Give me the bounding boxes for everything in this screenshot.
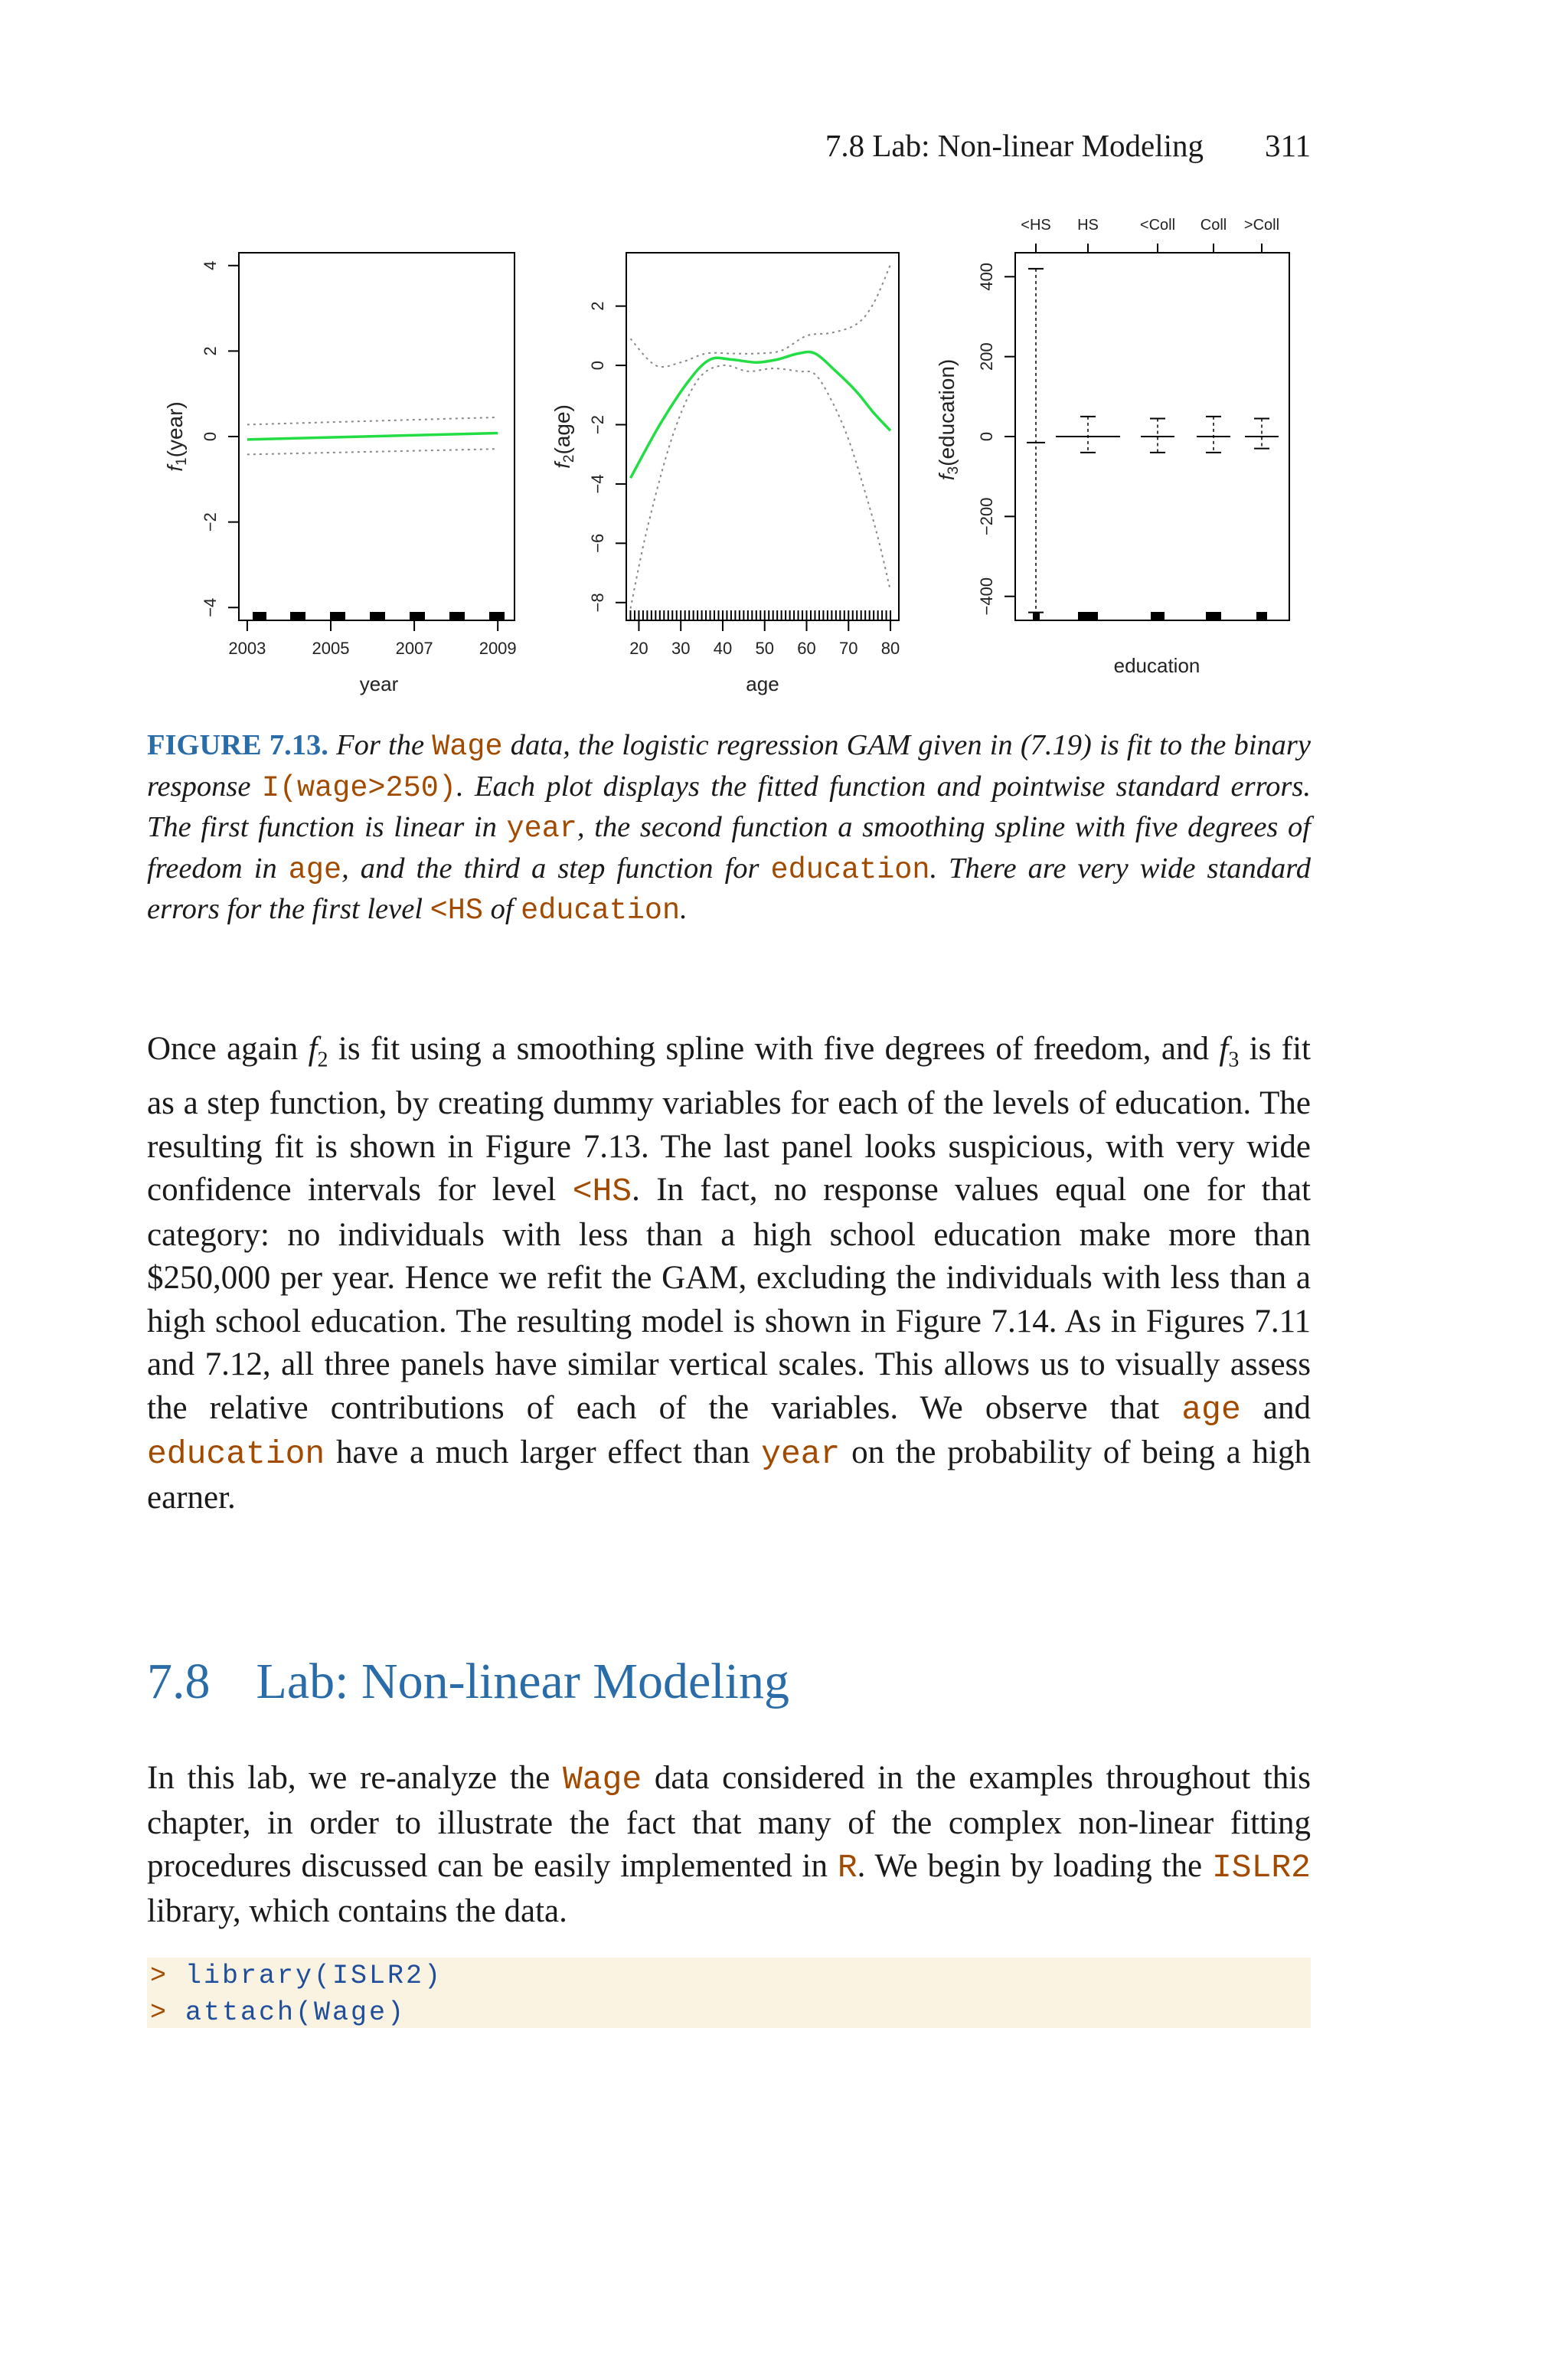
inline-code: ISLR2 <box>1211 1849 1311 1886</box>
inline-code: age <box>1181 1390 1241 1428</box>
math-subscript: 3 <box>1228 1048 1240 1072</box>
age-rug <box>630 610 890 620</box>
caption-text: , and the third a step function for <box>341 852 771 885</box>
caption-code: I(wage>250) <box>261 770 456 805</box>
year-xtick-label: 2003 <box>228 639 266 658</box>
age-xtick-label: 50 <box>755 639 774 658</box>
education-ytick-label: −200 <box>977 497 996 536</box>
figure-caption <box>147 726 1311 931</box>
age-ytick-label: −8 <box>588 593 607 613</box>
year-lower-se-line <box>247 449 498 454</box>
running-title: 7.8 Lab: Non-linear Modeling <box>825 128 1204 163</box>
para-text: and <box>1240 1389 1311 1426</box>
age-ytick-label: −2 <box>588 414 607 435</box>
age-ylabel: f2(age) <box>550 404 577 469</box>
year-xlabel: year <box>359 672 399 695</box>
caption-code: Wage <box>432 730 503 764</box>
section-number: 7.8 <box>147 1653 211 1709</box>
age-xtick-label: 60 <box>797 639 816 658</box>
age-xtick-label: 80 <box>880 639 900 658</box>
caption-code: education <box>521 894 681 927</box>
education-ytick-label: 200 <box>977 342 996 371</box>
year-ytick-label: −4 <box>201 597 220 617</box>
year-ytick-label: 4 <box>201 260 220 270</box>
code-text: attach(Wage) <box>185 1997 407 2028</box>
panel-education <box>935 217 1289 677</box>
math-subscript: 2 <box>317 1048 328 1072</box>
age-ytick-label: 0 <box>588 360 607 371</box>
inline-code: Wage <box>562 1761 642 1798</box>
age-xtick-label: 30 <box>671 639 691 658</box>
para-text: on the probability of being a high earner. <box>147 1434 1311 1516</box>
education-category-label: <Coll <box>1139 217 1176 234</box>
caption-text: . Each plot displays the fitted function and pointwise standard errors. The first function is linear in <box>147 770 1311 843</box>
para-text: . In fact, no response values equal one for that category: no individuals with less than a high school education make more than $250,000 per year. Hence we refit the GAM, excluding the individuals with less than a high school education. The resulting model is shown in Figure 7.14. As in Figures 7.11 and 7.12, all three panels have similar vertical scales. This allows us to visually assess the relative contributions of each of the variables. We observe that <box>147 1172 1311 1426</box>
education-ytick-label: 400 <box>977 262 996 291</box>
age-xtick-label: 40 <box>713 639 733 658</box>
education-ytick-label: 0 <box>977 431 996 442</box>
figure-label: FIGURE 7.13. <box>147 729 328 761</box>
para-text: have a much larger effect than <box>325 1434 762 1471</box>
para-text: is fit as a step function, by creating dummy variables for each of the levels of education. The resulting fit is shown in Figure 7.13. The last panel looks suspicious, with very wide confidence intervals for level <box>147 1031 1311 1209</box>
age-upper-se-line <box>631 265 891 368</box>
age-xtick-label: 70 <box>839 639 858 658</box>
caption-text: . There are very wide standard errors for the first level <box>147 852 1311 925</box>
caption-code: year <box>506 812 577 846</box>
math-symbol: f <box>1219 1031 1229 1067</box>
section-heading <box>147 1653 789 1711</box>
panel-year <box>163 253 517 695</box>
para-text: Once again <box>147 1031 309 1067</box>
age-fit-line <box>631 352 891 479</box>
code-text: library(ISLR2) <box>185 1961 443 1991</box>
age-ytick-label: −6 <box>588 533 607 553</box>
panel-age-frame <box>626 253 899 620</box>
year-fit-line <box>247 433 498 440</box>
para-text: data considered in the examples throughout this chapter, in order to illustrate the fact that many of the complex non-linear fitting procedures discussed can be easily implemented in <box>147 1760 1311 1884</box>
inline-code: year <box>761 1435 841 1474</box>
caption-text: For the <box>328 729 433 761</box>
caption-text: data, the logistic regression GAM given in (7.19) is fit to the binary response <box>147 729 1311 803</box>
caption-text: , the second function a smoothing spline with five degrees of freedom in <box>147 811 1311 885</box>
education-rug <box>1033 612 1267 620</box>
year-ytick-label: 0 <box>201 431 220 442</box>
year-ylabel: f1(year) <box>163 401 190 472</box>
year-ytick-label: 2 <box>201 346 220 356</box>
age-lower-se-line <box>631 365 891 609</box>
code-prompt: > <box>150 1961 169 1991</box>
body-paragraph-2 <box>147 1757 1311 1933</box>
body-paragraph-1 <box>147 1028 1311 1519</box>
education-category-label: HS <box>1077 217 1099 234</box>
math-symbol: f <box>308 1031 318 1067</box>
education-ytick-label: −400 <box>977 577 996 616</box>
age-xlabel: age <box>746 672 779 695</box>
age-ytick-label: 2 <box>588 301 607 311</box>
code-line-2 <box>147 1994 1311 2031</box>
inline-code: education <box>147 1435 325 1474</box>
year-xtick-label: 2007 <box>395 639 433 658</box>
education-category-label: <HS <box>1021 217 1051 234</box>
year-ytick-label: −2 <box>201 512 220 532</box>
figure-7-13 <box>0 0 1568 720</box>
code-block <box>147 1958 1311 2028</box>
year-xtick-label: 2009 <box>479 639 517 658</box>
caption-text: . <box>680 893 688 925</box>
education-category-label: Coll <box>1200 217 1227 234</box>
section-title: Lab: Non-linear Modeling <box>256 1653 789 1709</box>
year-upper-se-line <box>247 417 498 425</box>
caption-text: of <box>482 893 521 925</box>
age-xtick-label: 20 <box>629 639 648 658</box>
education-category-label: >Coll <box>1243 217 1280 234</box>
education-ylabel: f3(education) <box>935 358 962 481</box>
age-ytick-label: −4 <box>588 474 607 494</box>
code-prompt: > <box>150 1997 169 2028</box>
code-line-1 <box>147 1958 1311 1994</box>
page-number: 311 <box>1265 128 1311 163</box>
para-text: is fit using a smoothing spline with five degrees of freedom, and <box>328 1031 1220 1067</box>
year-xtick-label: 2005 <box>312 639 350 658</box>
panel-age <box>550 253 900 695</box>
caption-code: age <box>288 852 342 887</box>
education-xlabel: education <box>1113 654 1200 677</box>
inline-code: <HS <box>572 1173 632 1211</box>
inline-code: R <box>837 1849 858 1886</box>
para-text: . We begin by loading the <box>857 1848 1212 1884</box>
year-rug <box>253 612 505 620</box>
caption-code: <HS <box>430 894 483 927</box>
caption-code: education <box>770 852 930 887</box>
para-text: library, which contains the data. <box>147 1892 567 1929</box>
para-text: In this lab, we re-analyze the <box>147 1760 563 1796</box>
